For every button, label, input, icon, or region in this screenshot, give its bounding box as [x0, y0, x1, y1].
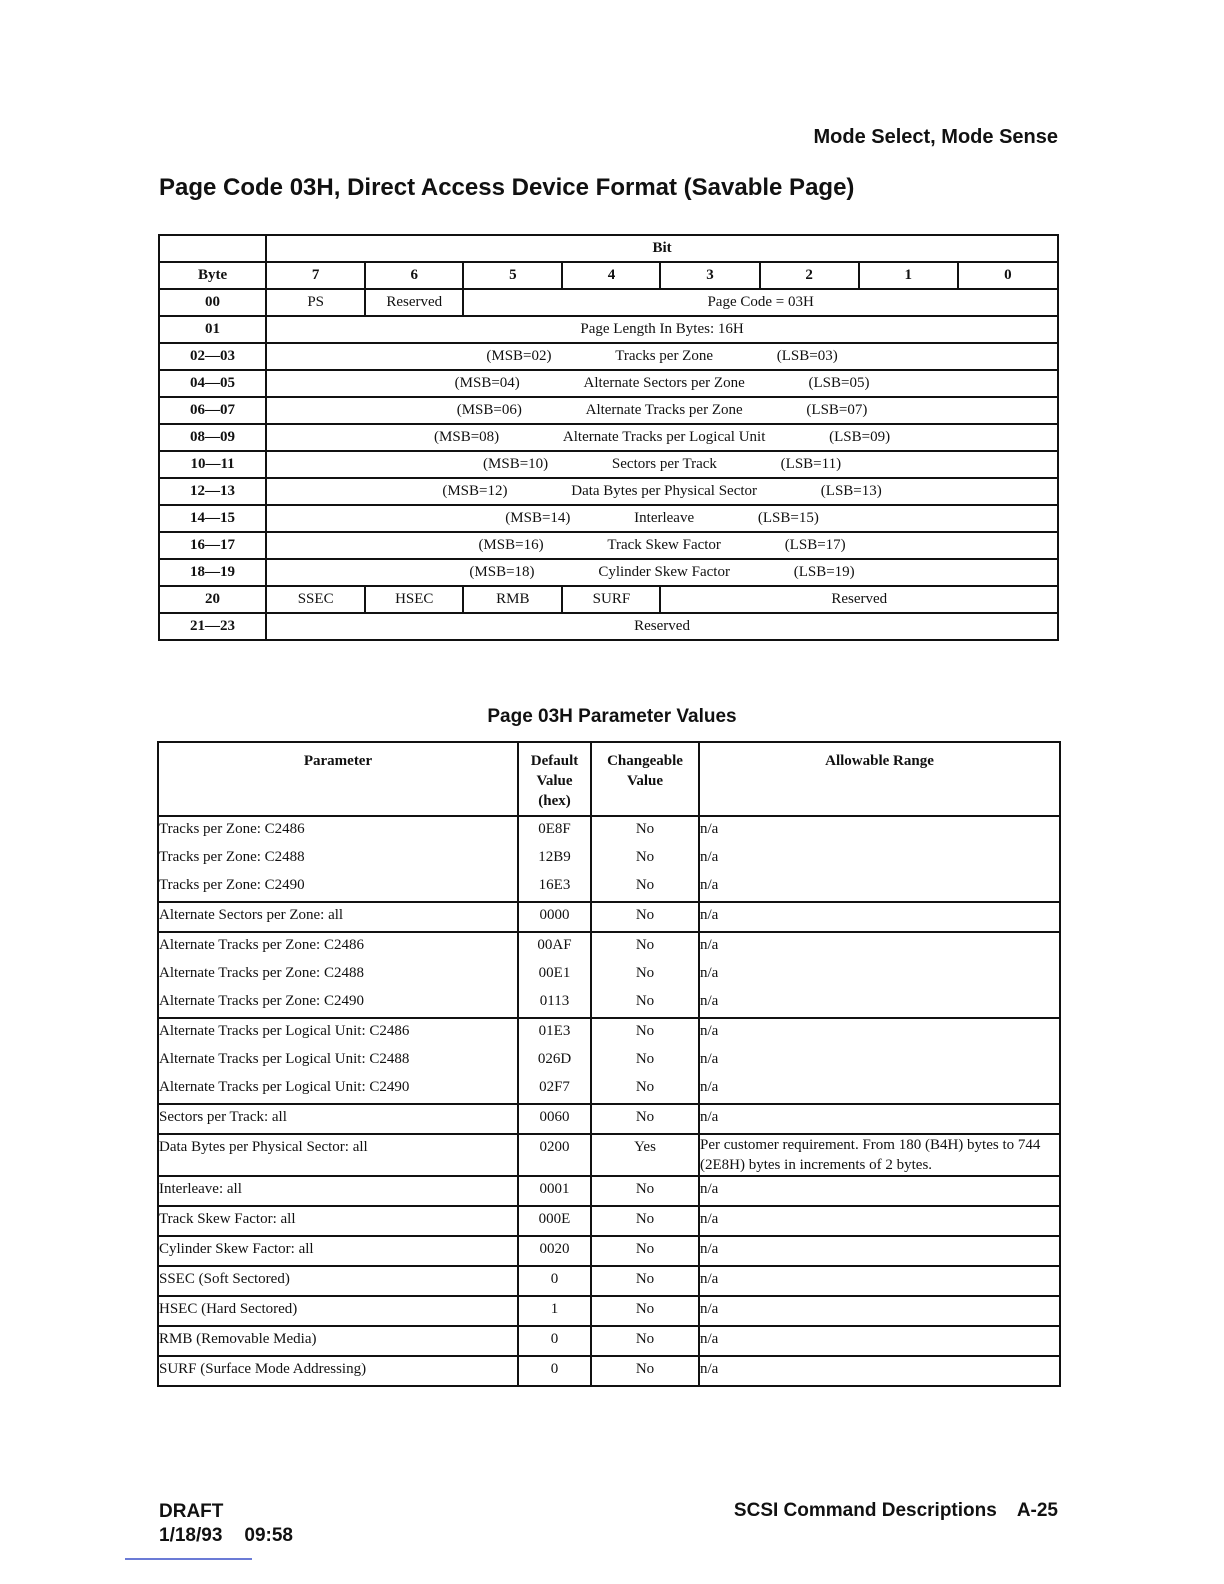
default-value: 0 [550, 1271, 559, 1287]
corner-cell [159, 235, 266, 262]
msb-label: (MSB=12) [442, 483, 508, 499]
footer-left [159, 1500, 293, 1548]
default-value: 0000 [539, 907, 570, 923]
multibyte-field [266, 370, 1058, 397]
default-value-header [518, 742, 591, 816]
header-line: Value [626, 773, 664, 789]
default-cell [518, 1018, 591, 1104]
default-value: 01E3 [538, 1023, 571, 1039]
range-cell [699, 902, 1060, 932]
range-value: n/a [700, 1301, 719, 1317]
range-value: n/a [700, 1331, 719, 1347]
table-row [158, 1134, 1060, 1176]
rmb-field: RMB [463, 586, 562, 613]
changeable-cell [591, 1206, 699, 1236]
bit-6: 6 [365, 262, 463, 289]
default-value: 0060 [539, 1109, 570, 1125]
reserved-field: Reserved [266, 613, 1058, 640]
range-cell [699, 1206, 1060, 1236]
msb-label: (MSB=04) [454, 375, 520, 391]
parameter-cell [158, 1104, 518, 1134]
range-value: n/a [700, 993, 719, 1009]
byte-row-01 [159, 316, 1058, 343]
byte-number: 04—05 [159, 370, 266, 397]
range-cell [699, 932, 1060, 1018]
default-cell [518, 1176, 591, 1206]
changeable-cell [591, 1236, 699, 1266]
table-row [158, 1236, 1060, 1266]
changeable-cell [591, 902, 699, 932]
section-title: Page 03H Parameter Values [487, 706, 737, 727]
page-length-field: Page Length In Bytes: 16H [266, 316, 1058, 343]
default-value: 0 [550, 1361, 559, 1377]
default-value: 0 [550, 1331, 559, 1347]
lsb-label: (LSB=07) [806, 402, 868, 418]
byte-row-00 [159, 289, 1058, 316]
byte-row-06-07 [159, 397, 1058, 424]
byte-number: 18—19 [159, 559, 266, 586]
parameter-name: Alternate Tracks per Logical Unit: C2486 [159, 1023, 410, 1039]
msb-label: (MSB=06) [456, 402, 522, 418]
byte-number: 14—15 [159, 505, 266, 532]
table-header-row [158, 742, 1060, 816]
range-cell [699, 1018, 1060, 1104]
byte-number: 01 [159, 316, 266, 343]
changeable-value: No [635, 1271, 655, 1287]
parameter-name: Alternate Tracks per Logical Unit: C2488 [159, 1051, 410, 1067]
parameter-name: Tracks per Zone: C2490 [159, 877, 305, 893]
field-name: Track Skew Factor [607, 537, 721, 553]
table-row [158, 902, 1060, 932]
parameter-header: Parameter [158, 742, 518, 816]
field-name: Alternate Tracks per Zone [585, 402, 743, 418]
default-value: 000E [538, 1211, 571, 1227]
msb-label: (MSB=14) [505, 510, 571, 526]
field-name: Alternate Tracks per Logical Unit [562, 429, 766, 445]
header-line: Default [530, 753, 579, 769]
default-value: 0E8F [538, 821, 571, 837]
changeable-cell [591, 1266, 699, 1296]
byte-row-21-23 [159, 613, 1058, 640]
bit-layout-table [158, 234, 1059, 641]
byte-number: 20 [159, 586, 266, 613]
byte-number: 08—09 [159, 424, 266, 451]
range-cell [699, 816, 1060, 902]
running-header: Mode Select, Mode Sense [813, 126, 1058, 148]
range-value: n/a [700, 1079, 719, 1095]
default-value: 1 [550, 1301, 559, 1317]
default-cell [518, 1236, 591, 1266]
parameter-name: Alternate Tracks per Zone: C2490 [159, 993, 364, 1009]
lsb-label: (LSB=13) [820, 483, 882, 499]
footer-section: SCSI Command Descriptions [733, 1500, 997, 1521]
bit-heading-row [159, 235, 1058, 262]
parameter-name: Sectors per Track: all [159, 1109, 287, 1125]
changeable-value: No [635, 1301, 655, 1317]
byte-number: 02—03 [159, 343, 266, 370]
parameter-name: Alternate Tracks per Logical Unit: C2490 [159, 1079, 410, 1095]
range-value: Per customer requirement. From 180 (B4H) bytes to 744 (2E8H) bytes in increments of 2 bytes. [700, 1137, 1041, 1173]
changeable-cell [591, 1018, 699, 1104]
multibyte-field [266, 424, 1058, 451]
byte-number: 16—17 [159, 532, 266, 559]
range-value: n/a [700, 1241, 719, 1257]
lsb-label: (LSB=09) [829, 429, 891, 445]
footer-time: 09:58 [244, 1525, 294, 1546]
default-cell [518, 1266, 591, 1296]
range-value: n/a [700, 1023, 719, 1039]
parameter-cell [158, 902, 518, 932]
range-value: n/a [700, 1271, 719, 1287]
byte-row-04-05 [159, 370, 1058, 397]
parameter-cell [158, 1134, 518, 1176]
default-cell [518, 932, 591, 1018]
changeable-value: No [635, 1181, 655, 1197]
reserved-field: Reserved [660, 586, 1058, 613]
lsb-label: (LSB=15) [757, 510, 819, 526]
draft-label: DRAFT [159, 1501, 224, 1522]
byte-row-18-19 [159, 559, 1058, 586]
parameter-cell [158, 1206, 518, 1236]
changeable-value: No [635, 877, 655, 893]
changeable-value: No [635, 1079, 655, 1095]
changeable-cell [591, 1326, 699, 1356]
msb-label: (MSB=18) [469, 564, 535, 580]
default-cell [518, 816, 591, 902]
default-value: 0113 [539, 993, 570, 1009]
table-row [158, 1206, 1060, 1236]
parameter-name: Alternate Tracks per Zone: C2488 [159, 965, 364, 981]
header-line: (hex) [538, 793, 571, 809]
scan-artifact-line [125, 1558, 252, 1560]
byte-row-20 [159, 586, 1058, 613]
parameter-cell [158, 1356, 518, 1386]
parameter-name: Cylinder Skew Factor: all [159, 1241, 314, 1257]
hsec-field: HSEC [365, 586, 463, 613]
default-value: 026D [537, 1051, 572, 1067]
changeable-value: No [635, 1331, 655, 1347]
bit-label: Bit [266, 235, 1058, 262]
multibyte-field [266, 532, 1058, 559]
changeable-value: No [635, 821, 655, 837]
changeable-cell [591, 1296, 699, 1326]
changeable-value: No [635, 1211, 655, 1227]
default-value: 00E1 [538, 965, 571, 981]
changeable-value: No [635, 965, 655, 981]
lsb-label: (LSB=05) [808, 375, 870, 391]
default-cell [518, 1206, 591, 1236]
msb-label: (MSB=02) [486, 348, 552, 364]
msb-label: (MSB=16) [478, 537, 544, 553]
range-value: n/a [700, 937, 719, 953]
changeable-value: Yes [634, 1139, 656, 1155]
byte-row-02-03 [159, 343, 1058, 370]
table-row [158, 1018, 1060, 1104]
field-name: Alternate Sectors per Zone [583, 375, 745, 391]
multibyte-field [266, 343, 1058, 370]
default-value: 00AF [537, 937, 572, 953]
table-row [158, 932, 1060, 1018]
range-value: n/a [700, 1361, 719, 1377]
bit-2: 2 [760, 262, 859, 289]
changeable-value: No [635, 1023, 655, 1039]
bit-5: 5 [463, 262, 562, 289]
page-number: A-25 [1016, 1500, 1058, 1521]
allowable-range-header: Allowable Range [699, 742, 1060, 816]
default-value: 12B9 [538, 849, 571, 865]
byte-row-08-09 [159, 424, 1058, 451]
range-value: n/a [700, 849, 719, 865]
parameter-cell [158, 1176, 518, 1206]
range-value: n/a [700, 907, 719, 923]
parameter-cell [158, 1236, 518, 1266]
byte-number: 10—11 [159, 451, 266, 478]
table-row [158, 1176, 1060, 1206]
range-cell [699, 1326, 1060, 1356]
default-value: 0001 [539, 1181, 570, 1197]
reserved-field: Reserved [365, 289, 463, 316]
table-row [158, 1326, 1060, 1356]
bit-0: 0 [958, 262, 1058, 289]
page-code-field: Page Code = 03H [463, 289, 1058, 316]
page-title: Page Code 03H, Direct Access Device Format (Savable Page) [159, 174, 855, 201]
range-cell [699, 1134, 1060, 1176]
range-value: n/a [700, 1109, 719, 1125]
lsb-label: (LSB=19) [793, 564, 855, 580]
multibyte-field [266, 559, 1058, 586]
range-value: n/a [700, 1051, 719, 1067]
field-name: Data Bytes per Physical Sector [571, 483, 758, 499]
bit-3: 3 [660, 262, 759, 289]
byte-row-10-11 [159, 451, 1058, 478]
range-value: n/a [700, 965, 719, 981]
byte-label: Byte [159, 262, 266, 289]
byte-row-12-13 [159, 478, 1058, 505]
range-cell [699, 1296, 1060, 1326]
bit-4: 4 [562, 262, 660, 289]
table-row [158, 816, 1060, 902]
parameter-cell [158, 1266, 518, 1296]
ps-field: PS [266, 289, 365, 316]
parameter-cell [158, 816, 518, 902]
parameter-name: Data Bytes per Physical Sector: all [159, 1139, 368, 1155]
default-cell [518, 902, 591, 932]
range-cell [699, 1356, 1060, 1386]
default-cell [518, 1104, 591, 1134]
changeable-value: No [635, 849, 655, 865]
changeable-value: No [635, 937, 655, 953]
byte-number: 21—23 [159, 613, 266, 640]
header-line: Value [536, 773, 573, 789]
parameter-name: Track Skew Factor: all [159, 1211, 296, 1227]
table-row [158, 1266, 1060, 1296]
default-cell [518, 1326, 591, 1356]
bit-number-row [159, 262, 1058, 289]
msb-label: (MSB=10) [483, 456, 549, 472]
default-cell [518, 1296, 591, 1326]
footer-date: 1/18/93 [159, 1525, 223, 1546]
field-name: Sectors per Track [611, 456, 717, 472]
table-row [158, 1296, 1060, 1326]
default-value: 02F7 [539, 1079, 570, 1095]
byte-row-14-15 [159, 505, 1058, 532]
msb-label: (MSB=08) [434, 429, 500, 445]
changeable-value: No [635, 1109, 655, 1125]
changeable-value: No [635, 907, 655, 923]
range-value: n/a [700, 877, 719, 893]
parameter-name: Interleave: all [159, 1181, 242, 1197]
range-cell [699, 1266, 1060, 1296]
multibyte-field [266, 451, 1058, 478]
table-row [158, 1104, 1060, 1134]
byte-number: 00 [159, 289, 266, 316]
parameter-name: SSEC (Soft Sectored) [159, 1271, 290, 1287]
field-name: Interleave [634, 510, 695, 526]
lsb-label: (LSB=11) [780, 456, 842, 472]
default-cell [518, 1356, 591, 1386]
changeable-value: No [635, 993, 655, 1009]
parameter-name: SURF (Surface Mode Addressing) [159, 1361, 367, 1377]
byte-row-16-17 [159, 532, 1058, 559]
default-value: 0020 [539, 1241, 570, 1257]
changeable-cell [591, 932, 699, 1018]
changeable-cell [591, 1104, 699, 1134]
range-cell [699, 1236, 1060, 1266]
range-value: n/a [700, 1211, 719, 1227]
ssec-field: SSEC [266, 586, 365, 613]
parameter-name: RMB (Removable Media) [159, 1331, 317, 1347]
parameter-name: Alternate Tracks per Zone: C2486 [159, 937, 364, 953]
parameter-cell [158, 1296, 518, 1326]
parameter-cell [158, 1018, 518, 1104]
header-line: Changeable [607, 753, 683, 769]
parameter-name: HSEC (Hard Sectored) [159, 1301, 298, 1317]
changeable-cell [591, 1176, 699, 1206]
parameter-name: Alternate Sectors per Zone: all [159, 907, 344, 923]
lsb-label: (LSB=03) [776, 348, 838, 364]
range-value: n/a [700, 821, 719, 837]
parameter-cell [158, 932, 518, 1018]
bit-1: 1 [859, 262, 958, 289]
default-cell [518, 1134, 591, 1176]
parameter-cell [158, 1326, 518, 1356]
changeable-value-header [591, 742, 699, 816]
range-value: n/a [700, 1181, 719, 1197]
range-cell [699, 1104, 1060, 1134]
bit-7: 7 [266, 262, 365, 289]
range-cell [699, 1176, 1060, 1206]
default-value: 16E3 [538, 877, 571, 893]
changeable-cell [591, 816, 699, 902]
changeable-cell [591, 1134, 699, 1176]
byte-number: 12—13 [159, 478, 266, 505]
field-name: Cylinder Skew Factor [598, 564, 730, 580]
multibyte-field [266, 478, 1058, 505]
changeable-value: No [635, 1051, 655, 1067]
table-row [158, 1356, 1060, 1386]
footer-date-line [159, 1524, 293, 1548]
changeable-cell [591, 1356, 699, 1386]
byte-number: 06—07 [159, 397, 266, 424]
surf-field: SURF [562, 586, 660, 613]
default-value: 0200 [539, 1139, 570, 1155]
multibyte-field [266, 505, 1058, 532]
parameter-values-table [157, 741, 1061, 1387]
lsb-label: (LSB=17) [784, 537, 846, 553]
multibyte-field [266, 397, 1058, 424]
footer-right [734, 1500, 1058, 1522]
changeable-value: No [635, 1361, 655, 1377]
parameter-name: Tracks per Zone: C2488 [159, 849, 305, 865]
parameter-name: Tracks per Zone: C2486 [159, 821, 305, 837]
changeable-value: No [635, 1241, 655, 1257]
field-name: Tracks per Zone [615, 348, 714, 364]
